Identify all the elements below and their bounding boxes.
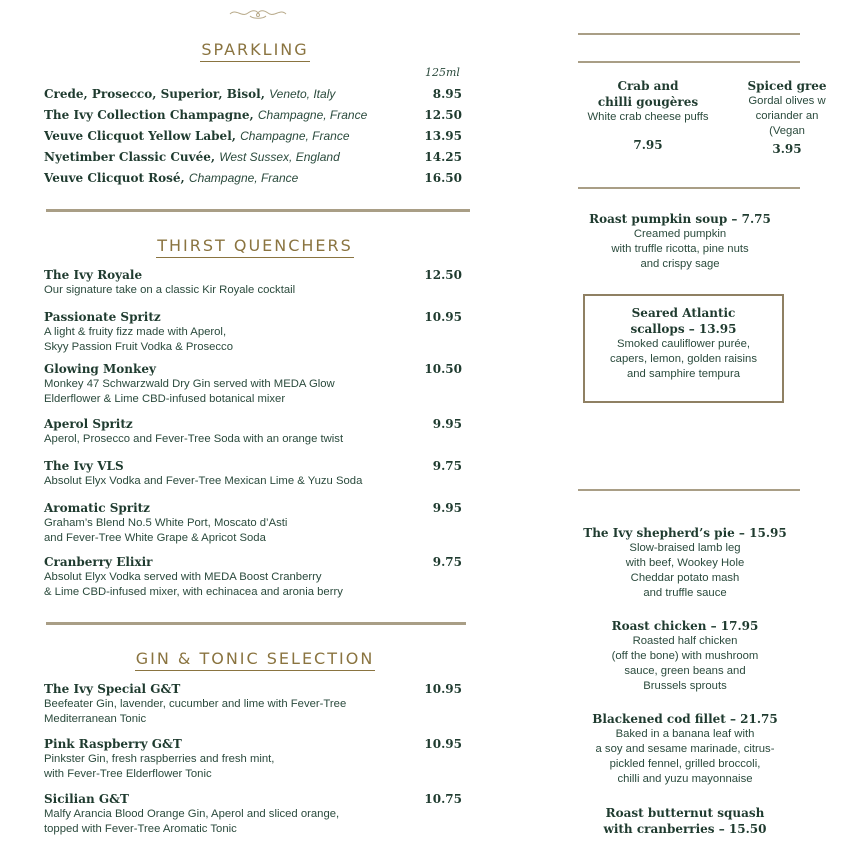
cocktail-item: Aperol Spritz Aperol, Prosecco and Fever-Tree Soda with an orange twist 9.95 <box>44 417 462 445</box>
right-divider <box>578 187 800 189</box>
scallops-feature-box: Seared Atlantic scallops – 13.95 Smoked cauliflower purée, capers, lemon, golden raisins and samphire tempura <box>583 294 784 403</box>
cod-fillet-item: Blackened cod fillet – 21.75 Baked in a banana leaf with a soy and sesame marinade, citrus- pickled fennel, grilled broccoli, chilli and yuzu mayonnaise <box>592 712 778 785</box>
cocktail-item: Cranberry Elixir Absolut Elyx Vodka served with MEDA Boost Cranberry & Lime CBD-infused mixer, with echinacea and aronia berry 9.75 <box>44 555 462 598</box>
gin-item: Sicilian G&T Malfy Arancia Blood Orange Gin, Aperol and sliced orange, topped with Fever-Tree Aromatic Tonic 10.75 <box>44 792 462 835</box>
size-column-header: 125ml <box>425 66 460 79</box>
butternut-squash-item: Roast butternut squash with cranberries – 15.50 <box>603 806 767 836</box>
section-divider <box>46 622 466 625</box>
sparkling-item: Veuve Clicquot Yellow Label, Champagne, France 13.95 <box>44 129 462 143</box>
right-divider <box>578 33 800 35</box>
gin-item: The Ivy Special G&T Beefeater Gin, lavender, cucumber and lime with Fever-Tree Mediterranean Tonic 10.95 <box>44 682 462 725</box>
sparkling-item: The Ivy Collection Champagne, Champagne, France 12.50 <box>44 108 462 122</box>
gin-tonic-heading: GIN & TONIC SELECTION <box>40 649 470 671</box>
cocktail-item: The Ivy Royale Our signature take on a classic Kir Royale cocktail 12.50 <box>44 268 462 296</box>
cocktail-item: Passionate Spritz A light & fruity fizz made with Aperol, Skyy Passion Fruit Vodka & Prosecco 10.95 <box>44 310 462 353</box>
thirst-quenchers-heading: THIRST QUENCHERS <box>40 236 470 258</box>
cocktail-item: The Ivy VLS Absolut Elyx Vodka and Fever-Tree Mexican Lime & Yuzu Soda 9.75 <box>44 459 462 487</box>
spiced-olives-item: Spiced gree Gordal olives w coriander an (Vegan 3.95 <box>747 79 827 156</box>
cocktail-item: Aromatic Spritz Graham’s Blend No.5 White Port, Moscato d’Asti and Fever-Tree White Grape & Apricot Soda 9.95 <box>44 501 462 544</box>
gin-item: Pink Raspberry G&T Pinkster Gin, fresh raspberries and fresh mint, with Fever-Tree Elderflower Tonic 10.95 <box>44 737 462 780</box>
sparkling-heading: SPARKLING <box>40 40 470 62</box>
sparkling-item: Crede, Prosecco, Superior, Bisol, Veneto, Italy 8.95 <box>44 87 462 101</box>
right-divider <box>578 489 800 491</box>
sparkling-item: Nyetimber Classic Cuvée, West Sussex, England 14.25 <box>44 150 462 164</box>
cocktail-item: Glowing Monkey Monkey 47 Schwarzwald Dry Gin served with MEDA Glow Elderflower & Lime CBD-infused botanical mixer 10.50 <box>44 362 462 405</box>
sparkling-item: Veuve Clicquot Rosé, Champagne, France 16.50 <box>44 171 462 185</box>
pumpkin-soup-item: Roast pumpkin soup – 7.75 Creamed pumpkin with truffle ricotta, pine nuts and crispy sage <box>589 212 771 270</box>
section-divider <box>46 209 470 212</box>
crab-gougeres-item: Crab and chilli gougères White crab cheese puffs 7.95 <box>587 79 709 152</box>
right-divider <box>578 61 800 63</box>
ornament-flourish <box>228 6 288 20</box>
shepherds-pie-item: The Ivy shepherd’s pie – 15.95 Slow-braised lamb leg with beef, Wookey Hole Cheddar potato mash and truffle sauce <box>583 526 787 599</box>
roast-chicken-item: Roast chicken – 17.95 Roasted half chicken (off the bone) with mushroom sauce, green beans and Brussels sprouts <box>611 619 759 692</box>
